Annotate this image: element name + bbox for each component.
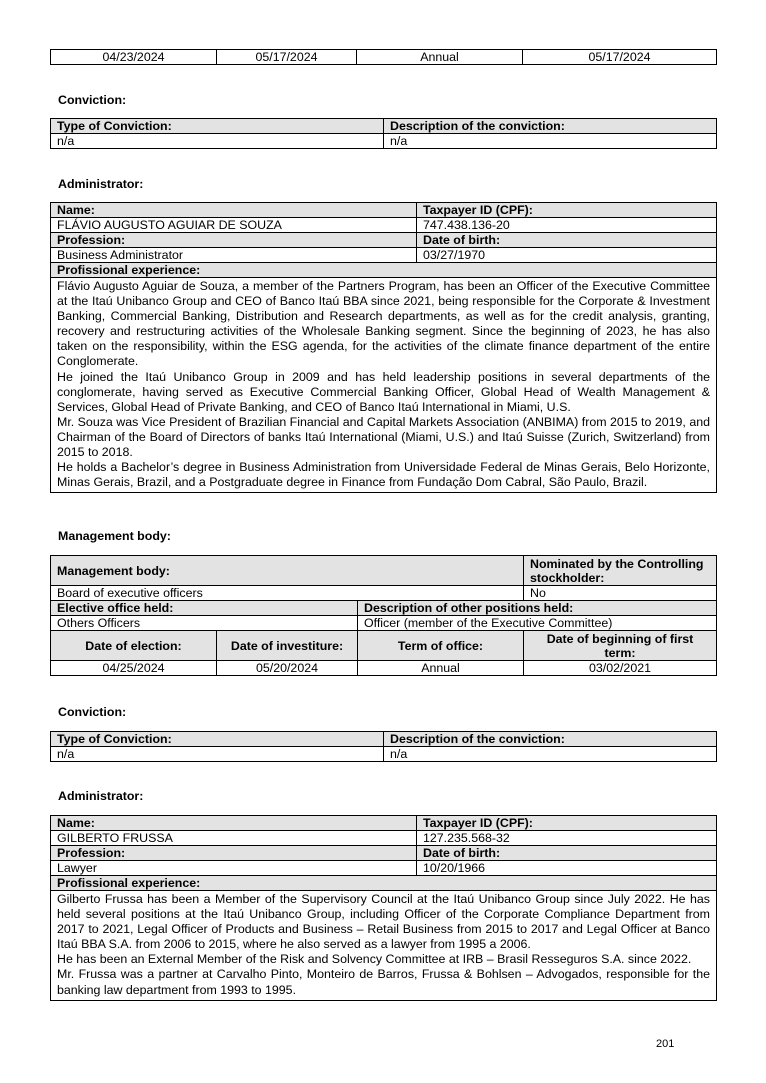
experience-paragraph: Mr. Frussa was a partner at Carvalho Pinto, Monteiro de Barros, Frussa & Bohlsen – Advogados, responsible for the banking law department from 1993 to 1995. xyxy=(57,967,710,997)
type-of-conviction-label: Type of Conviction: xyxy=(51,732,384,747)
name-label: Name: xyxy=(51,203,417,218)
cpf-label: Taxpayer ID (CPF): xyxy=(417,816,717,831)
table-row xyxy=(51,861,717,876)
date-of-birth-label: Date of birth: xyxy=(417,233,717,248)
experience-paragraph: He has been an External Member of the Risk and Solvency Committee at IRB – Brasil Resseguros S.A. since 2022. xyxy=(57,952,692,967)
table-row xyxy=(51,218,717,233)
type-of-conviction-label: Type of Conviction: xyxy=(51,119,384,134)
table-row xyxy=(51,846,717,861)
table-row xyxy=(51,876,717,891)
date-of-election-value: 04/23/2024 xyxy=(51,50,217,65)
other-positions-label: Description of other positions held: xyxy=(358,601,717,616)
elective-office-label: Elective office held: xyxy=(51,601,358,616)
elective-office-value: Others Officers xyxy=(51,616,358,631)
experience-text xyxy=(51,278,717,493)
experience-paragraph: Flávio Augusto Aguiar de Souza, a member of the Partners Program, has been an Officer of the Executive Committee at the Itaú Unibanco Group and CEO of Banco Itaú BBA since 2021, being responsible for the Corporate & Investment Banking, Commercial Banking, Distribution and Research departments, as well as for the credit analysis, granting, recovery and restructuring activities of the Wholesale Banking segment. Since the beginning of 2023, he has also taken on the responsibility, within the ESG agenda, for the activities of the climate finance department of the entire Conglomerate. xyxy=(57,279,710,369)
table-row xyxy=(51,248,717,263)
date-of-election-label: Date of election: xyxy=(51,631,217,661)
cpf-value: 747.438.136-20 xyxy=(417,218,717,233)
table-row xyxy=(51,203,717,218)
table-row xyxy=(51,50,717,65)
table-row xyxy=(51,119,717,134)
conviction-description-label: Description of the conviction: xyxy=(384,732,717,747)
administrator-table xyxy=(50,202,716,493)
prior-dates-table xyxy=(50,49,716,65)
nominated-value: No xyxy=(524,586,717,601)
date-of-investiture-label: Date of investiture: xyxy=(217,631,358,661)
date-of-birth-value: 03/27/1970 xyxy=(417,248,717,263)
profession-value: Business Administrator xyxy=(51,248,417,263)
table-row xyxy=(51,134,717,149)
table-row xyxy=(51,601,717,616)
table-row xyxy=(51,631,717,661)
experience-paragraph: He joined the Itaú Unibanco Group in 2009 and has held leadership positions in several departments of the conglomerate, having served as Executive Commercial Banking Officer, Global Head of Wealth Management & Services, Global Head of Private Banking, and CEO of Banco Itaú International in Miami, U.S. xyxy=(57,369,710,414)
administrator-heading: Administrator: xyxy=(58,177,144,191)
table-row xyxy=(51,233,717,248)
conviction-heading: Conviction: xyxy=(58,705,127,719)
date-of-birth-value: 10/20/1966 xyxy=(417,861,717,876)
first-term-label: Date of beginning of first term: xyxy=(524,631,717,661)
profession-label: Profession: xyxy=(51,233,417,248)
experience-paragraph: Gilberto Frussa has been a Member of the Supervisory Council at the Itaú Unibanco Group since July 2022. He has held several positions at the Itaú Unibanco Group, including Officer of the Corporate Compliance Department from 2017 to 2021, Legal Officer of Products and Business – Retail Business from 2015 to 2017 and Legal Officer at Banco Itaú BBA S.A. from 2006 to 2015, where he also served as a lawyer from 1995 a 2006. xyxy=(57,892,710,952)
management-body-label: Management body: xyxy=(51,556,524,586)
table-row xyxy=(51,556,717,586)
conviction-table xyxy=(50,731,716,762)
experience-label: Profissional experience: xyxy=(51,876,717,891)
table-row xyxy=(51,891,717,1001)
name-value: GILBERTO FRUSSA xyxy=(51,831,417,846)
type-of-conviction-value: n/a xyxy=(51,134,384,149)
profession-label: Profession: xyxy=(51,846,417,861)
table-row xyxy=(51,616,717,631)
other-positions-value: Officer (member of the Executive Committee) xyxy=(358,616,717,631)
table-row xyxy=(51,816,717,831)
experience-text xyxy=(51,891,717,1001)
administrator-heading: Administrator: xyxy=(58,789,144,803)
date-of-investiture-value: 05/20/2024 xyxy=(217,661,358,676)
experience-paragraph: He holds a Bachelor’s degree in Business Administration from Universidade Federal de Minas Gerais, Belo Horizonte, Minas Gerais, Brazil, and a Postgraduate degree in Finance from Fundação Dom Cabral, São Paulo, Brazil. xyxy=(57,460,710,490)
table-row xyxy=(51,586,717,601)
term-of-office-label: Term of office: xyxy=(358,631,524,661)
page-number: 201 xyxy=(656,1038,675,1050)
administrator-table xyxy=(50,815,716,1001)
conviction-description-label: Description of the conviction: xyxy=(384,119,717,134)
conviction-heading: Conviction: xyxy=(58,93,127,107)
cpf-label: Taxpayer ID (CPF): xyxy=(417,203,717,218)
table-row xyxy=(51,831,717,846)
date-of-election-value: 04/25/2024 xyxy=(51,661,217,676)
term-of-office-value: Annual xyxy=(358,661,524,676)
experience-paragraph: Mr. Souza was Vice President of Brazilian Financial and Capital Markets Association (ANBIMA) from 2015 to 2019, and Chairman of the Board of Directors of banks Itaú International (Miami, U.S.) and Itaú Suisse (Zurich, Switzerland) from 2015 to 2018. xyxy=(57,414,710,460)
type-of-conviction-value: n/a xyxy=(51,747,384,762)
management-body-value: Board of executive officers xyxy=(51,586,524,601)
date-of-birth-label: Date of birth: xyxy=(417,846,717,861)
table-row xyxy=(51,278,717,493)
table-row xyxy=(51,732,717,747)
term-of-office-value: Annual xyxy=(357,50,523,65)
first-term-value: 05/17/2024 xyxy=(523,50,717,65)
management-body-table xyxy=(50,555,716,676)
cpf-value: 127.235.568-32 xyxy=(417,831,717,846)
table-row xyxy=(51,263,717,278)
nominated-label: Nominated by the Controlling stockholder: xyxy=(524,556,717,586)
table-row xyxy=(51,747,717,762)
date-of-investiture-value: 05/17/2024 xyxy=(217,50,357,65)
name-label: Name: xyxy=(51,816,417,831)
conviction-table xyxy=(50,118,716,149)
conviction-description-value: n/a xyxy=(384,134,717,149)
conviction-description-value: n/a xyxy=(384,747,717,762)
name-value: FLÁVIO AUGUSTO AGUIAR DE SOUZA xyxy=(51,218,417,233)
profession-value: Lawyer xyxy=(51,861,417,876)
management-body-heading: Management body: xyxy=(58,529,171,543)
table-row xyxy=(51,661,717,676)
experience-label: Profissional experience: xyxy=(51,263,717,278)
first-term-value: 03/02/2021 xyxy=(524,661,717,676)
